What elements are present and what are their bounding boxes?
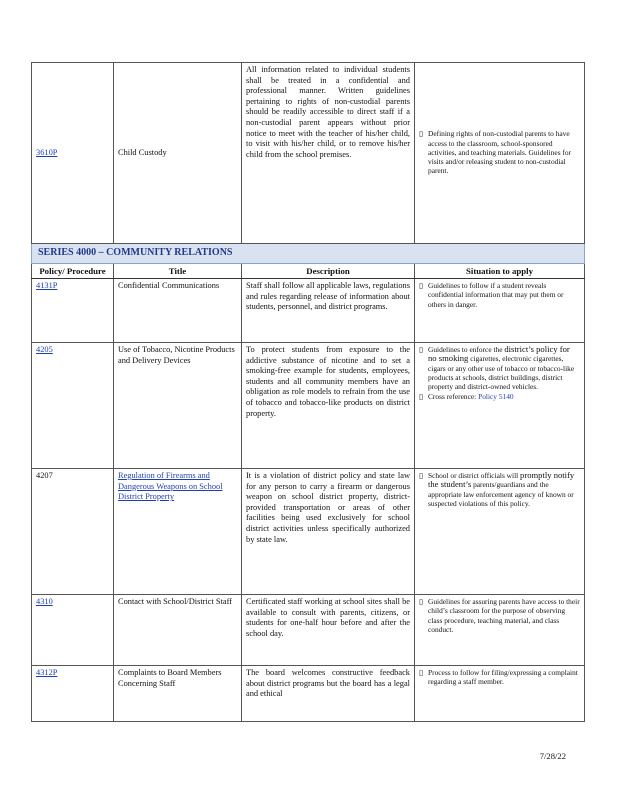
bullet-icon: ▯ [419,597,424,606]
header-description: Description [242,264,415,279]
policy-link-4312P[interactable]: 4312P [36,668,58,677]
header-situation: Situation to apply [415,264,585,279]
policy-title: Confidential Communications [114,279,242,343]
series-header-row [32,244,585,264]
situation-cell [415,279,585,343]
table-row [32,666,585,722]
policy-description: Certificated staff working at school sites shall be available to consult with parents, citizens, or students for one-half hour before and after the school day. [242,595,415,666]
header-policy: Policy/ Procedure [32,264,114,279]
policy-title: Complaints to Board Members Concerning Staff [114,666,242,722]
bullet-icon: ▯ [419,668,424,677]
list-item: ▯ Guidelines to follow if a student reveals confidential information that may put them or others in danger. [419,281,564,309]
list-item: ▯ School or district officials will promptly notify the student’s parents/guardians and the appropriate law enforcement agency of known or suspected violations of this policy. [419,470,575,508]
policy-description: All information related to individual students shall be treated in a confidential and professional manner. Written guidelines pertaining to rights of non-custodial parents should be readily accessible to direct staff if a non-custodial parent appears without prior notice to meet with the teacher of his/her child, to visit with his/her child, or to remove his/her child from the school premises. [242,63,415,244]
footer-date: 7/28/22 [539,751,566,761]
series-title: SERIES 4000 – COMMUNITY RELATIONS [32,244,585,264]
policy-title: Contact with School/District Staff [114,595,242,666]
policy-table [31,62,585,722]
bullet-icon: ▯ [419,129,424,139]
column-header-row [32,264,585,279]
bullet-icon: ▯ [419,345,424,354]
bullet-icon: ▯ [419,471,424,480]
table-row [32,343,585,469]
policy-link-4310[interactable]: 4310 [36,597,53,606]
bullet-icon: ▯ [419,281,424,290]
policy-title-link-4207[interactable]: Regulation of Firearms and Dangerous Weapons on School District Property [118,471,223,502]
document-page [31,62,584,722]
policy-description: It is a violation of district policy and state law for any person to carry a firearm or dangerous weapon on school district property, district-provided transportation or areas of other facilities being used exclusively for school district activities unless specifically authorized by state law. [242,469,415,595]
list-item: ▯ Process to follow for filing/expressing a complaint regarding a staff member. [419,668,578,687]
cross-reference-link[interactable]: Policy 5140 [478,392,514,402]
policy-description: To protect students from exposure to the addictive substance of nicotine and to set a smoking-free example for students, employees, students and all community members have an obligation as role models to refrain from the use of tobacco and tobacco-like products on district property. [242,343,415,469]
policy-title: Use of Tobacco, Nicotine Products and Delivery Devices [114,343,242,469]
policy-link-3610P[interactable]: 3610P [36,147,58,157]
policy-link-4131P[interactable]: 4131P [36,281,58,290]
list-item: ▯ Cross reference: Policy 5140 [419,392,514,402]
policy-description: Staff shall follow all applicable laws, regulations and rules regarding release of information about students, personnel, and district programs. [242,279,415,343]
policy-title: Child Custody [114,63,242,244]
situation-cell [415,469,585,595]
list-item: ▯ Guidelines to enforce the district’s policy for no smoking cigarettes, electronic cigarettes, cigars or any other use of tobacco or tobacco-like products at schools, district buildings, district property and district-owned vehicles. [419,344,575,392]
situation-cell [415,343,585,469]
table-row [32,595,585,666]
bullet-icon: ▯ [419,392,424,402]
policy-number: 4207 [32,469,114,595]
list-item: ▯ Guidelines for assuring parents have access to their child’s classroom for the purpose of observing class procedure, teaching material, and class conduct. [419,597,580,634]
table-row [32,279,585,343]
table-row [32,63,585,244]
policy-link-4205[interactable]: 4205 [36,345,53,354]
policy-description: The board welcomes constructive feedback about district programs but the board has a legal and ethical [242,666,415,722]
situation-cell [415,63,585,244]
situation-cell [415,666,585,722]
situation-cell [415,595,585,666]
header-title: Title [114,264,242,279]
list-item: ▯ Defining rights of non-custodial parents to have access to the classroom, school-sponsored activities, and teaching materials. Guidelines for visits and/or releasing student to non-custodial parent. [419,129,572,176]
table-row [32,469,585,595]
